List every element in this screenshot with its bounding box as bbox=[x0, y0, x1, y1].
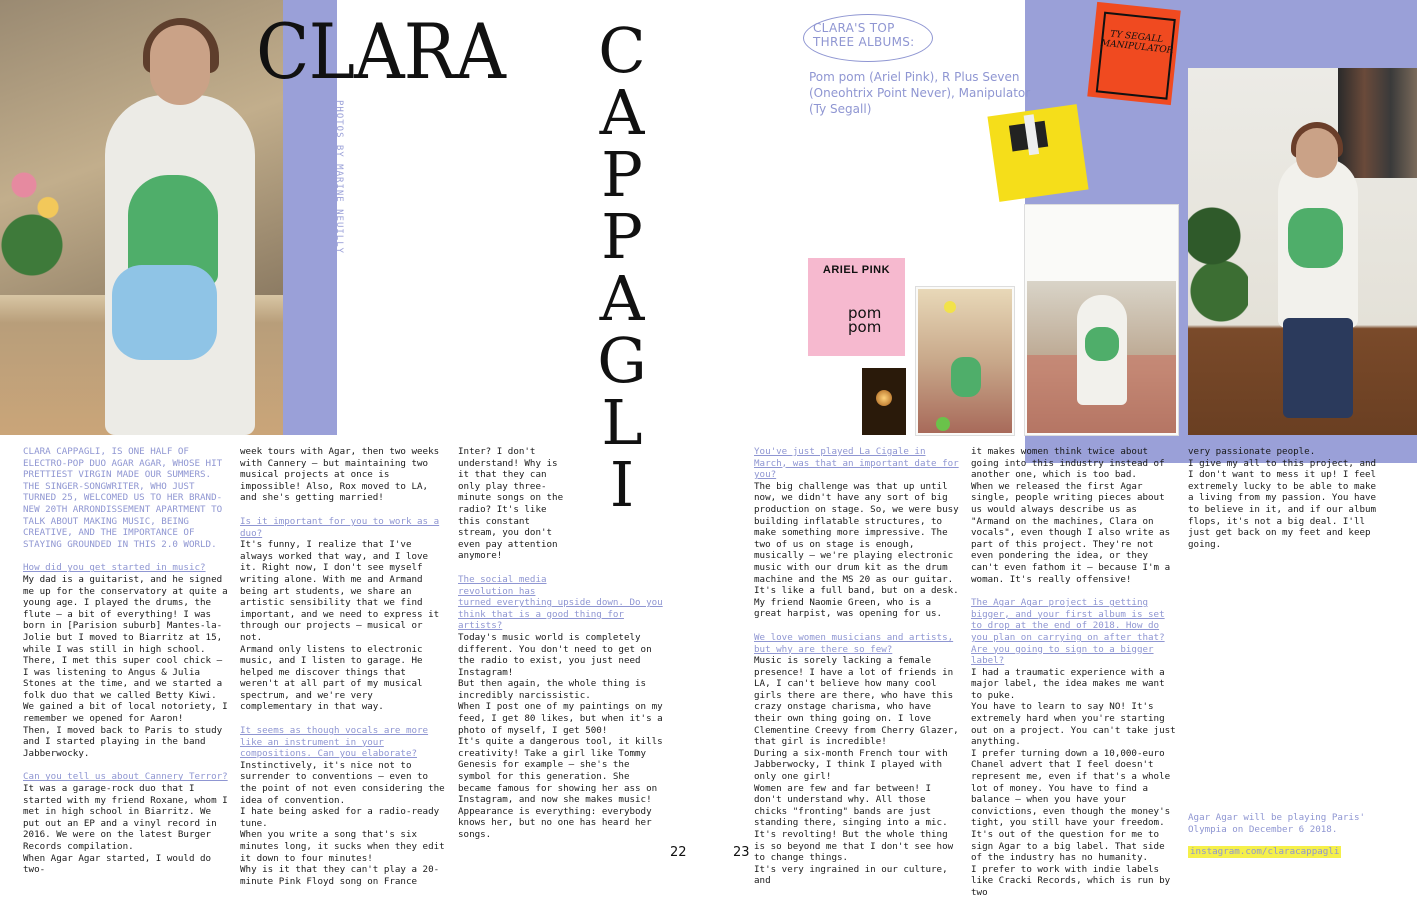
albums-label: CLARA'S TOP THREE ALBUMS: bbox=[813, 21, 915, 49]
title-letter: I bbox=[609, 448, 635, 521]
portrait-photo-chair bbox=[1188, 68, 1417, 435]
question: Can you tell us about Cannery Terror? bbox=[23, 771, 228, 783]
question: The Agar Agar project is getting bigger, and your first album is set to drop at the end of 2018. How do you plan on carrying on after that? Are you going to sign to a bigger label? bbox=[971, 597, 1165, 667]
answer: It's very ingrained in our culture, and bbox=[754, 863, 948, 887]
answer: Today's music world is completely different. You don't need to get on the radio to exist, you just need Instagram! bbox=[458, 631, 652, 678]
question: The social media revolution has bbox=[458, 573, 547, 597]
answer: Why is it that they can't play a 20-minute Pink Floyd song on France bbox=[240, 864, 440, 887]
answer: I prefer to work with indie labels like Cracki Records, which is run by two bbox=[971, 863, 1171, 898]
instagram-link[interactable]: instagram.com/claracappagli bbox=[1190, 846, 1340, 857]
answer: Then, I moved back to Paris to study and I started playing in the band Jabberwocky. bbox=[23, 724, 223, 759]
answer: It's quite a dangerous tool, it kills creativity! Take a girl like Tommy Genesis for example – she's the symbol for this generation. She became famous for showing her ass on Instagram, and now she makes music! Appearance is everything: everybody knows her, but no one has heard her songs. bbox=[458, 736, 663, 840]
answer: Women are few and far between! I don't understand why. All those chicks "fronting" bands are just standing there, singing into a mic. It's revolting! But the whole thing is so beyond me that I don't see how to change things. bbox=[754, 782, 954, 864]
text-column-1 bbox=[23, 446, 228, 876]
text-column-3 bbox=[458, 446, 663, 841]
portrait-photo-kitchen bbox=[0, 0, 283, 435]
question: How did you get started in music? bbox=[23, 562, 206, 574]
text-column-5 bbox=[971, 446, 1177, 899]
text-column-6 bbox=[1188, 446, 1384, 550]
answer: But then again, the whole thing is incredibly narcissistic. bbox=[458, 678, 647, 701]
intro-paragraph: CLARA CAPPAGLI, IS ONE HALF OF ELECTRO-POP DUO AGAR AGAR, WHOSE HIT PRETTIEST VIRGIN MADE OUR SUMMERS. THE SINGER-SONGWRITER, WHO JUST TURNED 25, WELCOMED US TO HER BRAND-NEW 20TH ARRONDISSEMENT APARTMENT TO TALK ABOUT MAKING MUSIC, BEING CREATIVE, AND THE IMPORTANCE OF STAYING GROUNDED IN THIS 2.0 WORLD. bbox=[23, 446, 223, 550]
title-letter: A bbox=[599, 76, 645, 149]
page-number-right: 23 bbox=[733, 845, 750, 860]
answer: When you write a song that's six minutes long, it sucks when they edit it down to four minutes! bbox=[240, 829, 445, 864]
album-cover-r-plus-seven bbox=[987, 104, 1088, 202]
text-column-4 bbox=[754, 446, 959, 887]
answer: When I post one of my paintings on my feed, I get 80 likes, but when it's a photo of myself, I get 500! bbox=[458, 701, 663, 736]
answer: I hate being asked for a radio-ready tune. bbox=[240, 806, 440, 829]
answer: Inter? I don't understand! Why is it that they can only play three-minute songs on the radio? It's like this constant stream, you don't even pay attention anymore! bbox=[458, 446, 564, 562]
answer: My dad is a guitarist, and he signed me up for the conservatory at quite a young age. I played the drums, the flute – a bit of everything! I was born in [Parision suburb] Mantes-la-Jolie but I moved to Biarritz at 15, while I was still in high school. There, I met this super cool chick – I was listening to Angus & Julia Stones at the time, and we started a folk duo that we called Betty Kiwi. We gained a bit of local notoriety, I remember we opened for Aaron! bbox=[23, 573, 228, 725]
answer: I prefer turning down a 10,000-euro Chanel advert that I feel doesn't represent me, even if that's a whole lot of money. You have to find a balance – when you have your convictions, even though the money's tight, you still have your freedom. bbox=[971, 747, 1171, 829]
concert-note: Agar Agar will be playing Paris' Olympia on December 6 2018. bbox=[1188, 812, 1366, 835]
title-letter: P bbox=[601, 200, 643, 273]
answer: week tours with Agar, then two weeks with Cannery – but maintaining two musical projects at once is impossible! Also, Rox moved to LA, and she's getting married! bbox=[240, 446, 440, 504]
photo-credit: PHOTOS BY MARINE NEUILLY bbox=[334, 100, 344, 255]
answer: I had a traumatic experience with a major label, the idea makes me want to puke. bbox=[971, 666, 1165, 701]
album-cover-manipulator: TY SEGALL MANIPULATOR bbox=[1087, 2, 1180, 105]
question: You've just played La Cigale in March, was that an important date for you? bbox=[754, 446, 959, 481]
polaroid-photo-sofa bbox=[1025, 205, 1178, 435]
answer: During a six-month French tour with Jabberwocky, I think I played with only one girl! bbox=[754, 747, 948, 783]
text-column-2 bbox=[240, 446, 446, 887]
answer: You have to learn to say NO! It's extremely hard when you're starting out on a project. You can't take just anything. bbox=[971, 701, 1176, 748]
answer: It's out of the question for me to sign Agar to a big label. That side of the industry has no humanity. bbox=[971, 829, 1165, 864]
answer: Armand only listens to electronic music, and I listen to garage. He helped me discover things that weren't at all part of my musical spectrum, and we're very complementary in that way. bbox=[240, 643, 423, 713]
page-number-left: 22 bbox=[670, 845, 687, 860]
title-letter: G bbox=[597, 324, 647, 397]
question: Is it important for you to work as a duo? bbox=[240, 515, 440, 539]
answer: Instinctively, it's nice not to surrender to conventions – even to the point of not even considering the idea of convention. bbox=[240, 759, 445, 806]
title-letter: P bbox=[601, 138, 643, 211]
albums-list: Pom pom (Ariel Pink), R Plus Seven (Oneohtrix Point Never), Manipulator (Ty Segall) bbox=[809, 70, 1031, 116]
title-letter: A bbox=[599, 262, 645, 335]
question: turned everything upside down. Do you think that is a good thing for artists? bbox=[458, 597, 663, 632]
album-cover-pom-pom: ARIEL PINK pom pom bbox=[808, 258, 905, 356]
answer: Music is sorely lacking a female presence! I have a lot of friends in LA, I can't believe how many cool girls there are there, who have this crazy onstage charisma, who have their own thing going on. I love Clementine Creevy from Cherry Glazer, that girl is incredible! bbox=[754, 655, 959, 748]
answer: My friend Naomie Green, who is a great harpist, was opening for us. bbox=[754, 596, 943, 620]
question: It seems as though vocals are more like an instrument in your compositions. Can you elaborate? bbox=[240, 725, 429, 760]
answer: The big challenge was that up until now, we didn't have any sort of big production on stage. So, we were busy building inflatable structures, to make something more impressive. The two of us on stage is enough, musically – we're playing electronic music with our drum kit as the drum machine and the MS 20 as our guitar. It's like a full band, but on a desk. bbox=[754, 480, 959, 597]
answer: I give my all to this project, and I don't want to mess it up! I feel extremely lucky to be able to make a living from my passion. You have to believe in it, and if our album flops, it's not a big deal. I'll just get back on my feet and keep going. bbox=[1188, 457, 1377, 550]
answer: When Agar Agar started, I would do two- bbox=[23, 852, 212, 876]
answer: It's funny, I realize that I've always worked that way, and I love it. Right now, I don't see myself writing alone. With me and Armand being art students, we share an artistic sensibility that we find important, and we need to express it through our projects – musical or not. bbox=[240, 539, 440, 643]
answer: very passionate people. bbox=[1188, 446, 1316, 457]
title-letter: C bbox=[598, 14, 646, 87]
title-last-name-vertical bbox=[592, 14, 652, 521]
answer: It was a garage-rock duo that I started with my friend Roxane, whom I met in high school in Biarritz. We put out an EP and a vinyl record in 2016. We were on the latest Burger Records compilation. bbox=[23, 783, 228, 852]
answer: When we released the first Agar single, people writing pieces about us would always describe us as "Armand on the machines, Clara on vocals", even though I also write as part of this project. They're not even pondering the idea, or they can't even fathom it – because I'm a woman. It's really offensive! bbox=[971, 480, 1171, 585]
question: We love women musicians and artists, but why are there so few? bbox=[754, 631, 954, 655]
polaroid-photo-room bbox=[916, 287, 1014, 435]
title-first-name: CLARA bbox=[256, 7, 505, 96]
polaroid-photo-lamp bbox=[862, 368, 906, 435]
answer: it makes women think twice about going into this industry instead of another one, which is too bad. bbox=[971, 446, 1165, 481]
title-letter: L bbox=[601, 386, 643, 459]
